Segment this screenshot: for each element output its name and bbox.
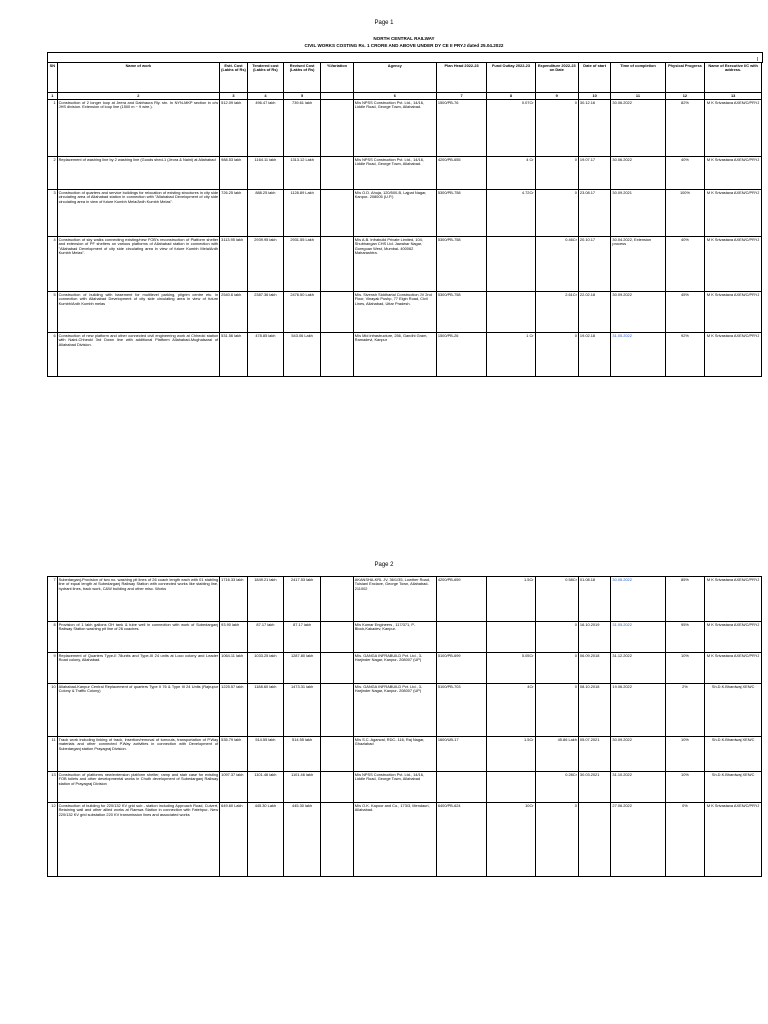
progress-cell: 92%: [665, 333, 705, 377]
expenditure-cell: 0: [535, 100, 578, 157]
fund-outlay-cell: 0.07Cr: [487, 100, 535, 157]
col-header: Plan Head 2022-23: [436, 63, 487, 93]
variation-cell: [321, 157, 354, 190]
executive-cell: M K Srivastava AXEN/C/PRYJ: [705, 157, 762, 190]
revised-cost-cell: 543.06 Lakh: [283, 333, 320, 377]
expenditure-cell: 0.28Cr: [535, 772, 578, 803]
work-name-cell: Replacement of Quarters Type-II 78units and Type-III 24 units at Loco colony and Leader Road colony, Allahabad.: [57, 653, 220, 684]
start-date-cell: 08.10.2018: [578, 684, 611, 737]
progress-cell: 40%: [665, 157, 705, 190]
executive-cell: M K Srivastava AXEN/C/PRYJ: [705, 577, 762, 622]
plan-head-cell: 5300/PB-758: [436, 190, 487, 237]
plan-head-cell: [436, 772, 487, 803]
variation-cell: [321, 772, 354, 803]
estimated-cost-cell: 512.09 lakh: [220, 100, 248, 157]
completion-cell: 27.06.2022: [611, 803, 665, 877]
fund-outlay-cell: 1.5Cr: [487, 577, 535, 622]
revised-cost-cell: 1128.89 Lakh: [283, 190, 320, 237]
plan-head-cell: 5300/PB-758: [436, 237, 487, 292]
agency-cell: M/s NPSS Construction Pvt. Ltd., 14/16, Liddle Road, George Town, Allahabad: [353, 772, 436, 803]
expenditure-cell: 0: [535, 622, 578, 653]
row-sn: 7: [48, 577, 58, 622]
completion-cell: 30.05.2022: [611, 577, 665, 622]
col-number: 12: [665, 93, 705, 100]
completion-cell: 30.06.2022: [611, 157, 665, 190]
row-sn: 5: [48, 292, 58, 333]
table-row: [48, 803, 762, 877]
revised-cost-cell: 739.61 lakh: [283, 100, 320, 157]
expenditure-cell: 0: [535, 157, 578, 190]
agency-cell: M/s S.C. Agarwal, RDC- 116, Raj Nagar, Ghaziabad: [353, 737, 436, 772]
plan-head-cell: 5100/PB-699: [436, 653, 487, 684]
completion-cell: 30.04.2022, Extension process: [611, 237, 665, 292]
agency-cell: M/s O.K. Kapoor and Co., 173/3, Mendauri, Allahabad.: [353, 803, 436, 877]
estimated-cost-cell: 649.60 Lakh: [220, 803, 248, 877]
agency-cell: M/s Kumar Engineers , 117/371, P-Block,Kakadev, Kanpur.: [353, 622, 436, 653]
col-number: 6: [353, 93, 436, 100]
plan-head-cell: 1500/PB-26: [436, 333, 487, 377]
col-number: 4: [247, 93, 283, 100]
col-header: Name of work: [57, 63, 220, 93]
col-header: Expenditure 2022-23 on Date: [535, 63, 578, 93]
agency-cell: M/s Mid infrastructure, 256, Gandhi Gram, Ramadevi, Kanpur: [353, 333, 436, 377]
executive-cell: Sh.D.K.Bhardwaj XEN/C: [705, 737, 762, 772]
start-date-cell: 22.02.18: [578, 292, 611, 333]
revised-cost-cell: 514.55 lakh: [283, 737, 320, 772]
table-row: [48, 157, 762, 190]
start-date-cell: 16.10.2019: [578, 622, 611, 653]
tendered-cost-cell: 1849.21 lakh: [247, 577, 283, 622]
fund-outlay-cell: 1.5Cr: [487, 737, 535, 772]
table-row: [48, 292, 762, 333]
page-1-label: Page 1: [374, 20, 394, 26]
revised-cost-cell: 87.17 lakh: [283, 622, 320, 653]
tendered-cost-cell: 478.85 lakh: [247, 333, 283, 377]
executive-cell: M K Srivastava AXEN/C/PRYJ: [705, 292, 762, 333]
completion-cell: 31.12.2022: [611, 653, 665, 684]
executive-cell: M K Srivastava AXEN/C/PRYJ: [705, 190, 762, 237]
table-row: [48, 653, 762, 684]
start-date-cell: 30.03.2021: [578, 772, 611, 803]
completion-cell: 30.09.2022: [611, 292, 665, 333]
plan-head-cell: [436, 622, 487, 653]
progress-cell: 2%: [665, 684, 705, 737]
table-header-row: [48, 63, 762, 93]
tendered-cost-cell: 2387.36 lakh: [247, 292, 283, 333]
estimated-cost-cell: 1097.37 lakh: [220, 772, 248, 803]
variation-cell: [321, 653, 354, 684]
table-row: [48, 100, 762, 157]
completion-cell: 31.05.2022: [611, 333, 665, 377]
start-date-cell: 23.08.17: [578, 190, 611, 237]
tendered-cost-cell: 1101.46 lakh: [247, 772, 283, 803]
fund-outlay-cell: 10Cr: [487, 803, 535, 877]
revised-cost-cell: 2417.53 lakh: [283, 577, 320, 622]
row-sn: 3: [48, 190, 58, 237]
expenditure-cell: 0: [535, 333, 578, 377]
agency-cell: M/s NPSS Construction Pvt. Ltd., 14/16, Liddle Road, George Town, Allahabad.: [353, 157, 436, 190]
plan-head-cell: 1600/UB-17: [436, 737, 487, 772]
row-sn: 11: [48, 737, 58, 772]
progress-cell: 10%: [665, 653, 705, 684]
variation-cell: [321, 803, 354, 877]
executive-cell: M K Srivastava AXEN/C/PRYJ: [705, 237, 762, 292]
expenditure-cell: 2.61Cr: [535, 292, 578, 333]
work-name-cell: Construction of building with basement for multilevel parking, pilgrim centre etc. in connection with Allahabad Development of city side circulating area in view of future Kumbh/Ardh Kumbh melas: [57, 292, 220, 333]
variation-cell: [321, 737, 354, 772]
revised-cost-cell: 1287.80 lakh: [283, 653, 320, 684]
estimated-cost-cell: 1716.33 lakh: [220, 577, 248, 622]
estimated-cost-cell: 535.79 lakh: [220, 737, 248, 772]
completion-cell: 30.06.2022: [611, 100, 665, 157]
row-sn: 10: [48, 684, 58, 737]
progress-cell: 100%: [665, 190, 705, 237]
column-number-row: [48, 93, 762, 100]
agency-cell: M/s. GANGA INFRABUILD Pvt. Ltd., 3- Harjinder Nagar, Kanpur- 208007 (UP): [353, 684, 436, 737]
work-name-cell: Construction of new platform and other connected civil engineering work at Chheoki station with Naini-Chheoki 3rd Down line with additional Platform Allahabad-Mughalsarai of Allahabad Division.: [57, 333, 220, 377]
estimated-cost-cell: 1225.57 lakh: [220, 684, 248, 737]
estimated-cost-cell: 988.53 lakh: [220, 157, 248, 190]
row-sn: 13: [48, 772, 58, 803]
start-date-cell: 20.10.17: [578, 237, 611, 292]
table-row: [48, 772, 762, 803]
col-header: Fund Outlay 2022-23: [487, 63, 535, 93]
start-date-cell: [578, 803, 611, 877]
plan-head-cell: 1500/PB-76: [436, 100, 487, 157]
completion-cell: 31.10.2022: [611, 772, 665, 803]
expenditure-cell: 0: [535, 653, 578, 684]
estimated-cost-cell: 3113.95 lakh: [220, 237, 248, 292]
table-row: [48, 190, 762, 237]
work-name-cell: Construction of quarters and service buildings for relocation of existing structures in city side circulating area of Allahabad station in connection with "Allahabad Development of city side circulating area in view of future Kumbh Mela/Ardh Kumbh Melas".: [57, 190, 220, 237]
plan-head-cell: 4200/PB-655: [436, 157, 487, 190]
start-date-cell: 19.07.17: [578, 157, 611, 190]
fund-outlay-cell: 4.72Cr: [487, 190, 535, 237]
col-number: 8: [487, 93, 535, 100]
row-sn: 2: [48, 157, 58, 190]
fund-outlay-cell: 1 Cr: [487, 333, 535, 377]
expenditure-cell: 0.46Cr: [535, 237, 578, 292]
expenditure-cell: 45.86 Lakh: [535, 737, 578, 772]
executive-cell: M K Srivastava AXEN/C/PRYJ: [705, 333, 762, 377]
revised-cost-cell: 445.30 lakh: [283, 803, 320, 877]
col-number: [321, 93, 354, 100]
works-table-page-2: [47, 576, 762, 877]
row-sn: 12: [48, 803, 58, 877]
tendered-cost-cell: 496.47 lakh: [247, 100, 283, 157]
executive-cell: Sh.D.K.Bhardwaj XEN/C: [705, 684, 762, 737]
work-name-cell: Allahabad-Kanpur Central Replacement of quarters Type II 76 & Type III 24 Units (Rajrupur Colony & Traffic Colony): [57, 684, 220, 737]
tendered-cost-cell: 87.17 lakh: [247, 622, 283, 653]
estimated-cost-cell: 1064.11 lakh: [220, 653, 248, 684]
agency-cell: M/s. Sivensh Siddhartal Construction JV 2nd Floor, Vinayak Pushp, 77 Elgin Road, Civil Lines, Allahabad, Uttar Pradesh.: [353, 292, 436, 333]
row-sn: 1: [48, 100, 58, 157]
col-number: 11: [611, 93, 665, 100]
row-sn: 9: [48, 653, 58, 684]
progress-cell: 40%: [665, 237, 705, 292]
progress-cell: 45%: [665, 292, 705, 333]
estimated-cost-cell: 93.90 lakh: [220, 622, 248, 653]
row-sn: 8: [48, 622, 58, 653]
variation-cell: [321, 190, 354, 237]
revised-cost-cell: 1101.46 lakh: [283, 772, 320, 803]
report-title-line1: NORTH CENTRAL RAILWAY: [373, 36, 435, 41]
start-date-cell: 01.08.18: [578, 577, 611, 622]
start-date-cell: 05.07.2021: [578, 737, 611, 772]
row-sn: 4: [48, 237, 58, 292]
revised-cost-cell: 2476.50 Lakh: [283, 292, 320, 333]
executive-cell: M K Srivastava AXEN/C/PRYJ: [705, 653, 762, 684]
revised-cost-cell: 1313.12 Lakh: [283, 157, 320, 190]
expenditure-cell: 0.58Cr: [535, 577, 578, 622]
agency-cell: M/s NPSS Construction Pvt. Ltd., 14/16, Liddle Road, George Town, Allahabad.: [353, 100, 436, 157]
progress-cell: 82%: [665, 100, 705, 157]
col-number: 1: [48, 93, 58, 100]
revised-cost-cell: 2931.55 Lakh: [283, 237, 320, 292]
completion-cell: 31.05.2022: [611, 622, 665, 653]
plan-head-cell: 5100/PB-703: [436, 684, 487, 737]
table-row: [48, 577, 762, 622]
col-header: Date of start: [578, 63, 611, 93]
executive-cell: M K Srivastava AXEN/C/PRYJ: [705, 622, 762, 653]
tendered-cost-cell: 1033.25 lakh: [247, 653, 283, 684]
progress-cell: 10%: [665, 737, 705, 772]
fund-outlay-cell: 4 Cr: [487, 157, 535, 190]
estimated-cost-cell: 726.25 lakh: [220, 190, 248, 237]
col-header: SN: [48, 63, 58, 93]
tendered-cost-cell: 514.55 lakh: [247, 737, 283, 772]
progress-cell: 95%: [665, 622, 705, 653]
works-table-page-1: [47, 62, 762, 377]
page-2-label: Page 2: [374, 562, 394, 568]
work-name-cell: Replacement of washing line by 2 washing line (Goods shed-1 (Jeora & Naini) at Allahabad: [57, 157, 220, 190]
plan-head-cell: 5300/PB-758: [436, 292, 487, 333]
estimated-cost-cell: 2540.6 lakh: [220, 292, 248, 333]
tendered-cost-cell: 1188.60 lakh: [247, 684, 283, 737]
tendered-cost-cell: 888.25 lakh: [247, 190, 283, 237]
work-name-cell: Track work including linking of track, insertion/removal of turnouts, transportation of P.Way materials and other connected P.Way activities in connection with Development of Subedarganj station Prayagraj Division.: [57, 737, 220, 772]
col-number: 9: [535, 93, 578, 100]
work-name-cell: Construction of building for 220/132 KV grid sub - station including Approach Road, Culvert, Retaining wall and other allied works at Ramwa Station in connection with Fatehpur- New 220/132 KV grid substation 220 KV transmission lines and associated works: [57, 803, 220, 877]
fund-outlay-cell: [487, 622, 535, 653]
table-row: [48, 237, 762, 292]
table-row: [48, 333, 762, 377]
expenditure-cell: 0: [535, 684, 578, 737]
tendered-cost-cell: 2939.95 lakh: [247, 237, 283, 292]
col-number: 13: [705, 93, 762, 100]
executive-cell: M K Srivastava AXEN/C/PRYJ: [705, 803, 762, 877]
table-row: [48, 622, 762, 653]
col-number: 5: [283, 93, 320, 100]
completion-cell: 19.06.2022: [611, 684, 665, 737]
agency-cell: AKANSHA-KRL JV, 36/1/35, Lowther Road, Tulsiani Enclave, George Town, Allahabad-211002: [353, 577, 436, 622]
table-row: [48, 684, 762, 737]
start-date-cell: 19.02.18: [578, 333, 611, 377]
col-header: Name of Executive I/C with address.: [705, 63, 762, 93]
variation-cell: [321, 100, 354, 157]
start-date-cell: 30.12.16: [578, 100, 611, 157]
col-number: 7: [436, 93, 487, 100]
agency-cell: M/s A.B. Infrabuild Private Limited, 104, Shubhangan CHS Ltd. Jawahar Nagar, Goregoan West, Mumbai- 400062 Maharashtra.: [353, 237, 436, 292]
fund-outlay-cell: 5.05Cr: [487, 653, 535, 684]
col-header: Agency: [353, 63, 436, 93]
executive-cell: M K Srivastava AXEN/C/PRYJ: [705, 100, 762, 157]
work-name-cell: Provision of 1 lakh gallons OH tank & tube well in connection with work of Subedarganj Railway Station washing pit line of 26 coaches.: [57, 622, 220, 653]
margin-mark: I: [757, 57, 759, 63]
col-header: Estt. Cost (Lakhs of Rs): [220, 63, 248, 93]
work-name-cell: Subedarganj-Provision of two no. washing pit lines of 26 coach length each with 01 stabling line of equal length at Subedarganj Railway Station with connected works like stabling line, hydrant lines, track work, C&W building and other misc. Works: [57, 577, 220, 622]
col-header: Tendered cost (Lakhs of Rs): [247, 63, 283, 93]
fund-outlay-cell: [487, 292, 535, 333]
completion-cell: 30.09.2021: [611, 190, 665, 237]
expenditure-cell: 0: [535, 803, 578, 877]
estimated-cost-cell: 531.56 lakh: [220, 333, 248, 377]
variation-cell: [321, 622, 354, 653]
col-number: 10: [578, 93, 611, 100]
tendered-cost-cell: 445.30 Lakh: [247, 803, 283, 877]
work-name-cell: Construction of sky walks connecting existing/new FOB's reconstruction of Platform shelter and extension of PF shelters on various platforms of Allahabad station in connection with "Allahabad Development of city side circulating area in view of future Kumbh Mela/Ardh Kumbh Melas".: [57, 237, 220, 292]
work-name-cell: Construction of platforms new/extension platform shelter, ramp and stair case for existing FOB toilets and other developmental works in Chuth development of Subedarganj Railway station of Prayagraj Division: [57, 772, 220, 803]
variation-cell: [321, 292, 354, 333]
col-number: 2: [57, 93, 220, 100]
col-header: Revised Cost (Lakhs of Rs): [283, 63, 320, 93]
progress-cell: 0%: [665, 803, 705, 877]
work-name-cell: Construction of 2 longer loop at Jeera and Dabhaura Rly. stn. In NYN-MKP section in c/w JHS division. Extension of loop line (1500 m ~ 9 wire.).: [57, 100, 220, 157]
fund-outlay-cell: 4Cr: [487, 684, 535, 737]
col-header: %Variation: [321, 63, 354, 93]
revised-cost-cell: 1473.31 lakh: [283, 684, 320, 737]
report-title-line2: CIVIL WORKS COSTING Rs. 1 CRORE AND ABOVE UNDER DY CE II PRYJ dated 25.04.2022: [304, 43, 504, 48]
col-number: 3: [220, 93, 248, 100]
variation-cell: [321, 577, 354, 622]
start-date-cell: 06.09.2018: [578, 653, 611, 684]
variation-cell: [321, 237, 354, 292]
col-header: Time of completion: [611, 63, 665, 93]
progress-cell: 85%: [665, 577, 705, 622]
executive-cell: Sh.D.K.Bhardwaj XEN/C: [705, 772, 762, 803]
completion-cell: 30.09.2022: [611, 737, 665, 772]
fund-outlay-cell: [487, 237, 535, 292]
col-header: Physical Progress: [665, 63, 705, 93]
agency-cell: M/s. GANGA INFRABUILD Pvt. Ltd., 3- Harjinder Nagar, Kanpur- 208007 (UP): [353, 653, 436, 684]
table-row: [48, 737, 762, 772]
variation-cell: [321, 333, 354, 377]
agency-cell: M/s O.D. Ahuja, 120/500-B, Lajpat Nagar, Kanpur- 208005 (U.P.): [353, 190, 436, 237]
fund-outlay-cell: [487, 772, 535, 803]
plan-head-cell: 4200/PB-659: [436, 577, 487, 622]
plan-head-cell: 6400/PB-624: [436, 803, 487, 877]
progress-cell: 10%: [665, 772, 705, 803]
variation-cell: [321, 684, 354, 737]
row-sn: 6: [48, 333, 58, 377]
tendered-cost-cell: 1164.11 lakh: [247, 157, 283, 190]
expenditure-cell: 0: [535, 190, 578, 237]
